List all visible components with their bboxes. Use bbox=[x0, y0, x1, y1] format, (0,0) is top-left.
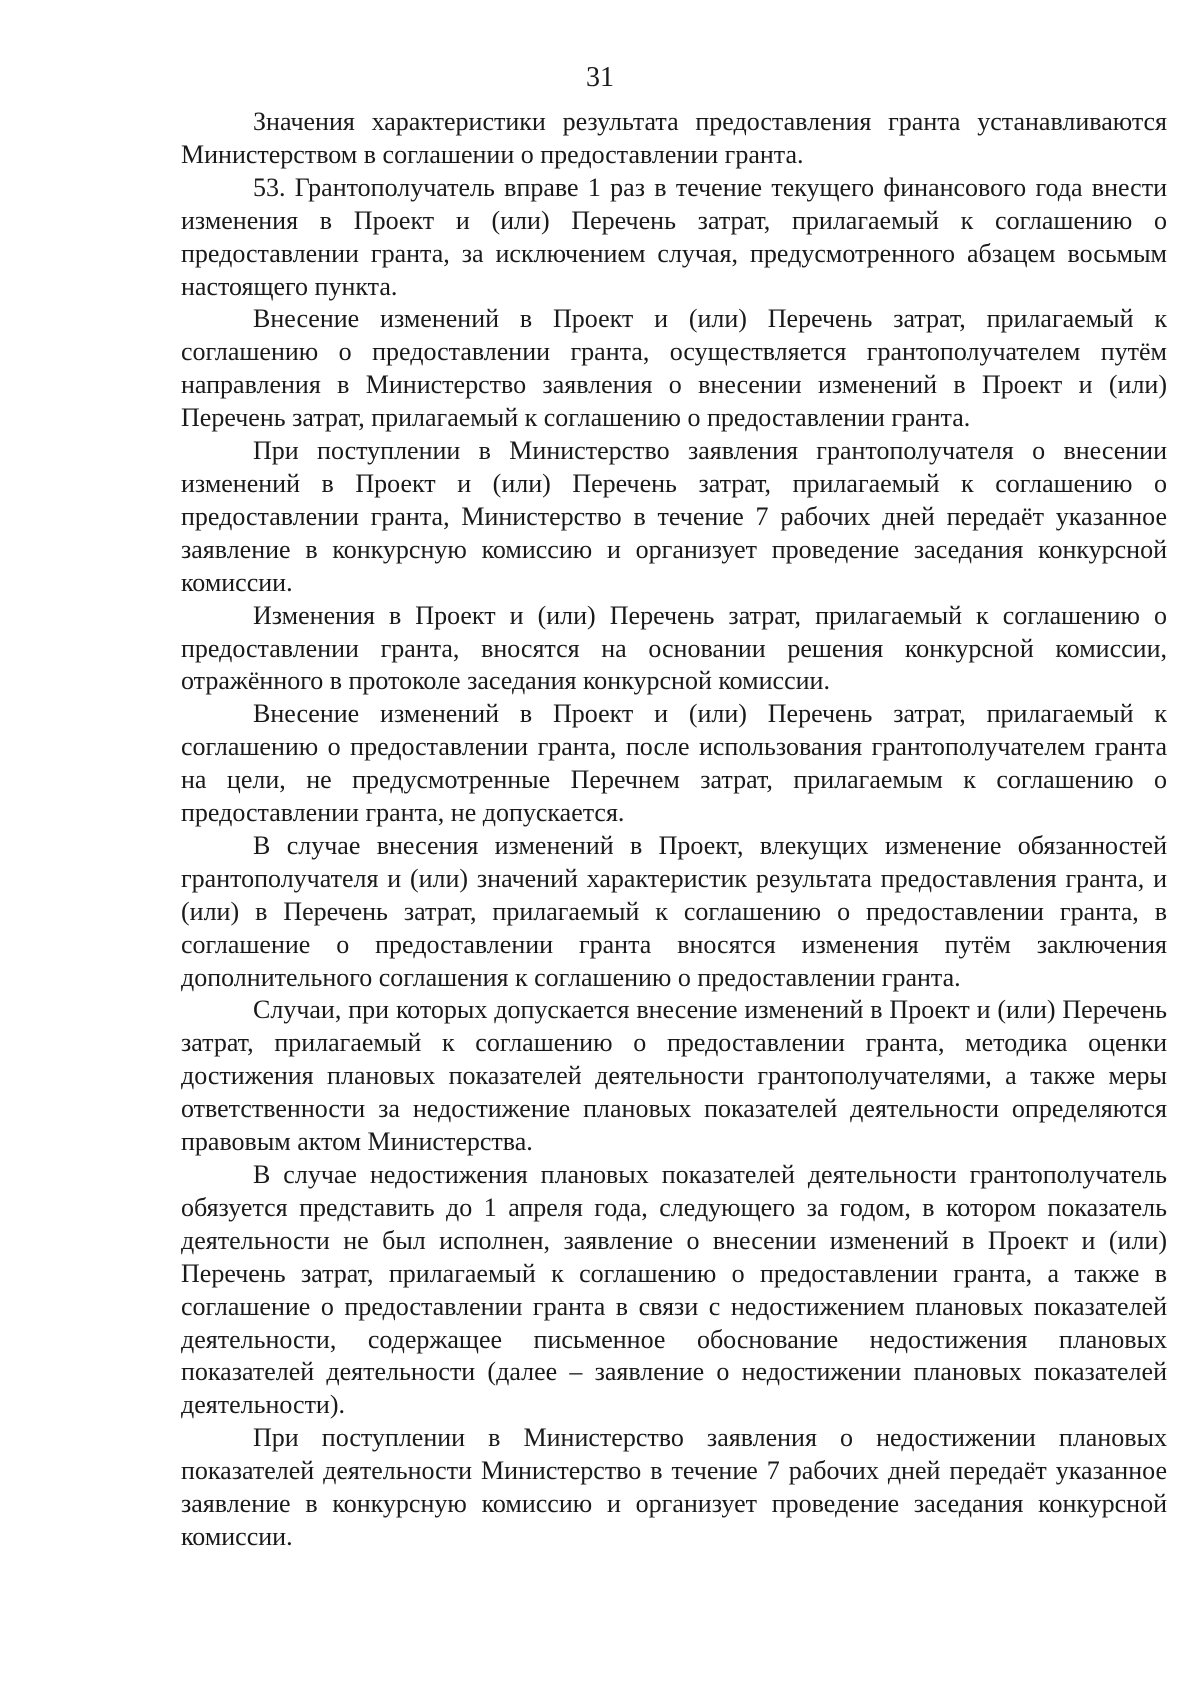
paragraph: 53. Грантополучатель вправе 1 раз в течение текущего финансового года внести изменения в Проект и (или) Перечень затрат, прилагаемый к соглашению о предоставлении гранта, за исключением случая, предусмотренного абзацем восьмым настоящего пункта. bbox=[181, 172, 1167, 301]
paragraph: В случае недостижения плановых показателей деятельности грантополучатель обязуется представить до 1 апреля года, следующего за годом, в котором показатель деятельности не был исполнен, заявление о внесении изменений в Проект и (или) Перечень затрат, прилагаемый к соглашению о предоставлении гранта, а также в соглашение о предоставлении гранта в связи с недостижением плановых показателей деятельности, содержащее письменное обоснование недостижения плановых показателей деятельности (далее – заявление о недостижении плановых показателей деятельности). bbox=[181, 1160, 1167, 1420]
paragraph: Значения характеристики результата предоставления гранта устанавливаются Министерством в соглашении о предоставлении гранта. bbox=[181, 107, 1167, 169]
paragraph: Внесение изменений в Проект и (или) Перечень затрат, прилагаемый к соглашению о предоставлении гранта, после использования грантополучателем гранта на цели, не предусмотренные Перечнем затрат, прилагаемым к соглашению о предоставлении гранта, не допускается. bbox=[181, 699, 1167, 828]
paragraph: Внесение изменений в Проект и (или) Перечень затрат, прилагаемый к соглашению о предоставлении гранта, осуществляется грантополучателем путём направления в Министерство заявления о внесении изменений в Проект и (или) Перечень затрат, прилагаемый к соглашению о предоставлении гранта. bbox=[181, 304, 1167, 433]
paragraph: При поступлении в Министерство заявления о недостижении плановых показателей деятельности Министерство в течение 7 рабочих дней передаёт указанное заявление в конкурсную комиссию и организует проведение заседания конкурсной комиссии. bbox=[181, 1423, 1167, 1551]
page-number: 31 bbox=[586, 62, 614, 93]
paragraph: Случаи, при которых допускается внесение изменений в Проект и (или) Перечень затрат, прилагаемый к соглашению о предоставлении гранта, методика оценки достижения плановых показателей деятельности грантополучателями, а также меры ответственности за недостижение плановых показателей деятельности определяются правовым актом Министерства. bbox=[181, 995, 1167, 1157]
document-body bbox=[181, 106, 1167, 1554]
paragraph: Изменения в Проект и (или) Перечень затрат, прилагаемый к соглашению о предоставлении гранта, вносятся на основании решения конкурсной комиссии, отражённого в протоколе заседания конкурсной комиссии. bbox=[181, 600, 1167, 696]
paragraph: При поступлении в Министерство заявления грантополучателя о внесении изменений в Проект и (или) Перечень затрат, прилагаемый к соглашению о предоставлении гранта, Министерство в течение 7 рабочих дней передаёт указанное заявление в конкурсную комиссию и организует проведение заседания конкурсной комиссии. bbox=[181, 436, 1167, 597]
paragraph: В случае внесения изменений в Проект, влекущих изменение обязанностей грантополучателя и (или) значений характеристик результата предоставления гранта, и (или) в Перечень затрат, прилагаемый к соглашению о предоставлении гранта, в соглашение о предоставлении гранта вносятся изменения путём заключения дополнительного соглашения к соглашению о предоставлении гранта. bbox=[181, 830, 1167, 992]
